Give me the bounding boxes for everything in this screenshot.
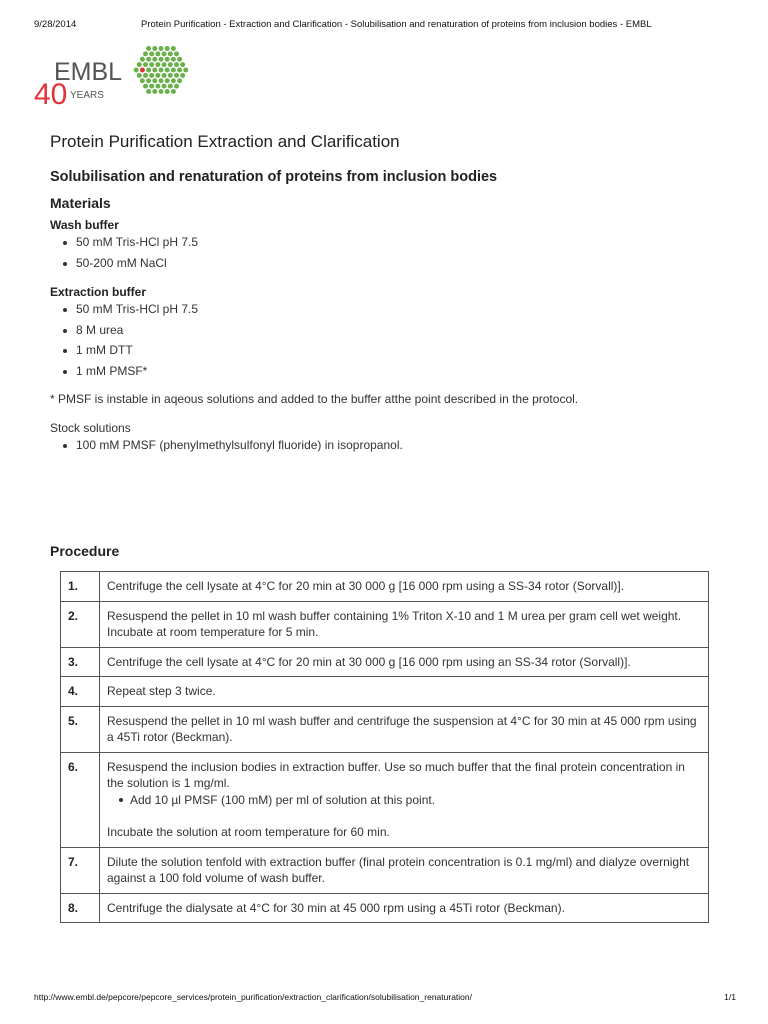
logo-green-dot xyxy=(180,73,185,78)
logo-green-dot xyxy=(174,62,179,67)
logo-green-dot xyxy=(168,73,173,78)
wash-buffer-label: Wash buffer xyxy=(50,218,119,232)
page-subtitle: Solubilisation and renaturation of proteins from inclusion bodies xyxy=(50,169,498,185)
extraction-buffer-list xyxy=(50,299,710,381)
logo-green-dot xyxy=(171,78,176,83)
list-item: 50-200 mM NaCl xyxy=(76,253,710,274)
logo-green-dot xyxy=(137,62,142,67)
print-page-title: Protein Purification - Extraction and Clarification - Solubilisation and renaturation of proteins from inclusion bodies - EMBL xyxy=(141,19,652,30)
logo-green-dot xyxy=(152,46,157,51)
logo-green-dot xyxy=(143,73,148,78)
list-item: 50 mM Tris-HCl pH 7.5 xyxy=(76,299,710,320)
logo-green-dot xyxy=(159,78,164,83)
logo-green-dot xyxy=(155,73,160,78)
logo-green-dot xyxy=(146,68,151,73)
step-text: Centrifuge the dialysate at 4°C for 30 min at 45 000 rpm using a 45Ti rotor (Beckman). xyxy=(100,893,709,923)
logo-green-dot xyxy=(162,73,167,78)
logo-green-dot xyxy=(174,73,179,78)
logo-green-dot xyxy=(143,62,148,67)
step-text: Resuspend the pellet in 10 ml wash buffer containing 1% Triton X-10 and 1 M urea per gram cell wet weight. Incubate at room temperature for 5 min. xyxy=(100,601,709,647)
logo-green-dot xyxy=(168,84,173,89)
table-row xyxy=(61,601,709,647)
table-row xyxy=(61,706,709,752)
procedure-table xyxy=(60,571,709,923)
table-row xyxy=(61,677,709,707)
step-number: 5. xyxy=(61,706,100,752)
table-row xyxy=(61,647,709,677)
wash-buffer-list xyxy=(50,232,710,273)
hexagon-dots-icon xyxy=(134,46,189,94)
logo-green-dot xyxy=(177,57,182,62)
step-number: 7. xyxy=(61,847,100,893)
table-row xyxy=(61,847,709,893)
step-text: Repeat step 3 twice. xyxy=(100,677,709,707)
logo-green-dot xyxy=(177,68,182,73)
step-number: 1. xyxy=(61,572,100,602)
logo-green-dot xyxy=(149,84,154,89)
embl-40-years-logo-graphic xyxy=(34,40,194,108)
print-header xyxy=(34,19,734,33)
logo-green-dot xyxy=(171,46,176,51)
stock-solutions-list xyxy=(50,435,710,456)
step-number: 8. xyxy=(61,893,100,923)
step-text: Resuspend the pellet in 10 ml wash buffer and centrifuge the suspension at 4°C for 30 min at 45 000 rpm using a 45Ti rotor (Beckman). xyxy=(100,706,709,752)
logo-green-dot xyxy=(140,57,145,62)
logo-green-dot xyxy=(165,57,170,62)
logo-green-dot xyxy=(162,62,167,67)
step-number: 4. xyxy=(61,677,100,707)
page-number: 1/1 xyxy=(724,992,736,1002)
print-footer xyxy=(34,992,736,1002)
logo-green-dot xyxy=(165,89,170,94)
logo-green-dot xyxy=(162,51,167,56)
list-item: 100 mM PMSF (phenylmethylsulfonyl fluoride) in isopropanol. xyxy=(76,435,710,456)
logo-green-dot xyxy=(159,57,164,62)
logo-anniversary-word: YEARS xyxy=(70,90,104,101)
pmsf-note: * PMSF is instable in aqeous solutions and added to the buffer atthe point described in the protocol. xyxy=(50,392,579,406)
step-number: 3. xyxy=(61,647,100,677)
list-item: 50 mM Tris-HCl pH 7.5 xyxy=(76,232,710,253)
step-sub-bullet: Add 10 µl PMSF (100 mM) per ml of solution at this point. xyxy=(130,792,701,809)
step-text: Resuspend the inclusion bodies in extraction buffer. Use so much buffer that the final protein concentration in the solution is 1 mg/ml. xyxy=(107,759,685,790)
logo-green-dot xyxy=(146,78,151,83)
logo-green-dot xyxy=(146,57,151,62)
stock-solutions-label: Stock solutions xyxy=(50,421,131,435)
list-item: 1 mM DTT xyxy=(76,340,710,361)
logo-green-dot xyxy=(134,68,139,73)
logo-green-dot xyxy=(165,78,170,83)
logo-green-dot xyxy=(180,62,185,67)
list-item: 1 mM PMSF* xyxy=(76,361,710,382)
logo-green-dot xyxy=(152,78,157,83)
step-number: 6. xyxy=(61,752,100,847)
logo-green-dot xyxy=(152,57,157,62)
logo-green-dot xyxy=(162,84,167,89)
step-number: 2. xyxy=(61,601,100,647)
embl-logo[interactable] xyxy=(34,40,194,108)
list-item: 8 M urea xyxy=(76,320,710,341)
table-row xyxy=(61,572,709,602)
logo-green-dot xyxy=(143,51,148,56)
logo-green-dot xyxy=(171,89,176,94)
step-cell xyxy=(100,752,709,847)
logo-green-dot xyxy=(183,68,188,73)
logo-green-dot xyxy=(155,62,160,67)
step-text: Dilute the solution tenfold with extraction buffer (final protein concentration is 0.1 mg/ml) and dialyze overnight against a 100 fold volume of wash buffer. xyxy=(100,847,709,893)
logo-green-dot xyxy=(146,89,151,94)
logo-green-dot xyxy=(159,46,164,51)
logo-green-dot xyxy=(152,68,157,73)
logo-green-dot xyxy=(155,84,160,89)
logo-red-dot xyxy=(140,68,145,73)
logo-green-dot xyxy=(155,51,160,56)
logo-green-dot xyxy=(165,68,170,73)
logo-green-dot xyxy=(177,78,182,83)
step-text: Centrifuge the cell lysate at 4°C for 20 min at 30 000 g [16 000 rpm using a SS-34 rotor (Sorvall)]. xyxy=(100,572,709,602)
print-date: 9/28/2014 xyxy=(34,19,77,30)
step-text: Centrifuge the cell lysate at 4°C for 20 min at 30 000 g [16 000 rpm using an SS-34 rotor (Sorvall)]. xyxy=(100,647,709,677)
logo-green-dot xyxy=(140,78,145,83)
main-content xyxy=(50,132,710,456)
logo-green-dot xyxy=(149,73,154,78)
logo-green-dot xyxy=(152,89,157,94)
step-followup-text: Incubate the solution at room temperature for 60 min. xyxy=(107,825,390,839)
materials-heading: Materials xyxy=(50,195,111,211)
logo-green-dot xyxy=(171,57,176,62)
logo-green-dot xyxy=(168,51,173,56)
page-title: Protein Purification Extraction and Clarification xyxy=(50,132,400,151)
page-url: http://www.embl.de/pepcore/pepcore_services/protein_purification/extraction_clarification/solubilisation_renaturation/ xyxy=(34,992,472,1002)
logo-green-dot xyxy=(171,68,176,73)
logo-green-dot xyxy=(174,84,179,89)
logo-anniversary-number: 40 xyxy=(34,78,68,108)
logo-green-dot xyxy=(149,51,154,56)
logo-green-dot xyxy=(143,84,148,89)
logo-green-dot xyxy=(149,62,154,67)
table-row xyxy=(61,752,709,847)
logo-green-dot xyxy=(159,89,164,94)
extraction-buffer-label: Extraction buffer xyxy=(50,285,147,299)
procedure-heading: Procedure xyxy=(50,543,120,559)
logo-green-dot xyxy=(159,68,164,73)
logo-green-dot xyxy=(174,51,179,56)
logo-brand-text: EMBL xyxy=(54,58,123,86)
table-row xyxy=(61,893,709,923)
logo-green-dot xyxy=(146,46,151,51)
logo-green-dot xyxy=(168,62,173,67)
logo-green-dot xyxy=(165,46,170,51)
logo-green-dot xyxy=(137,73,142,78)
